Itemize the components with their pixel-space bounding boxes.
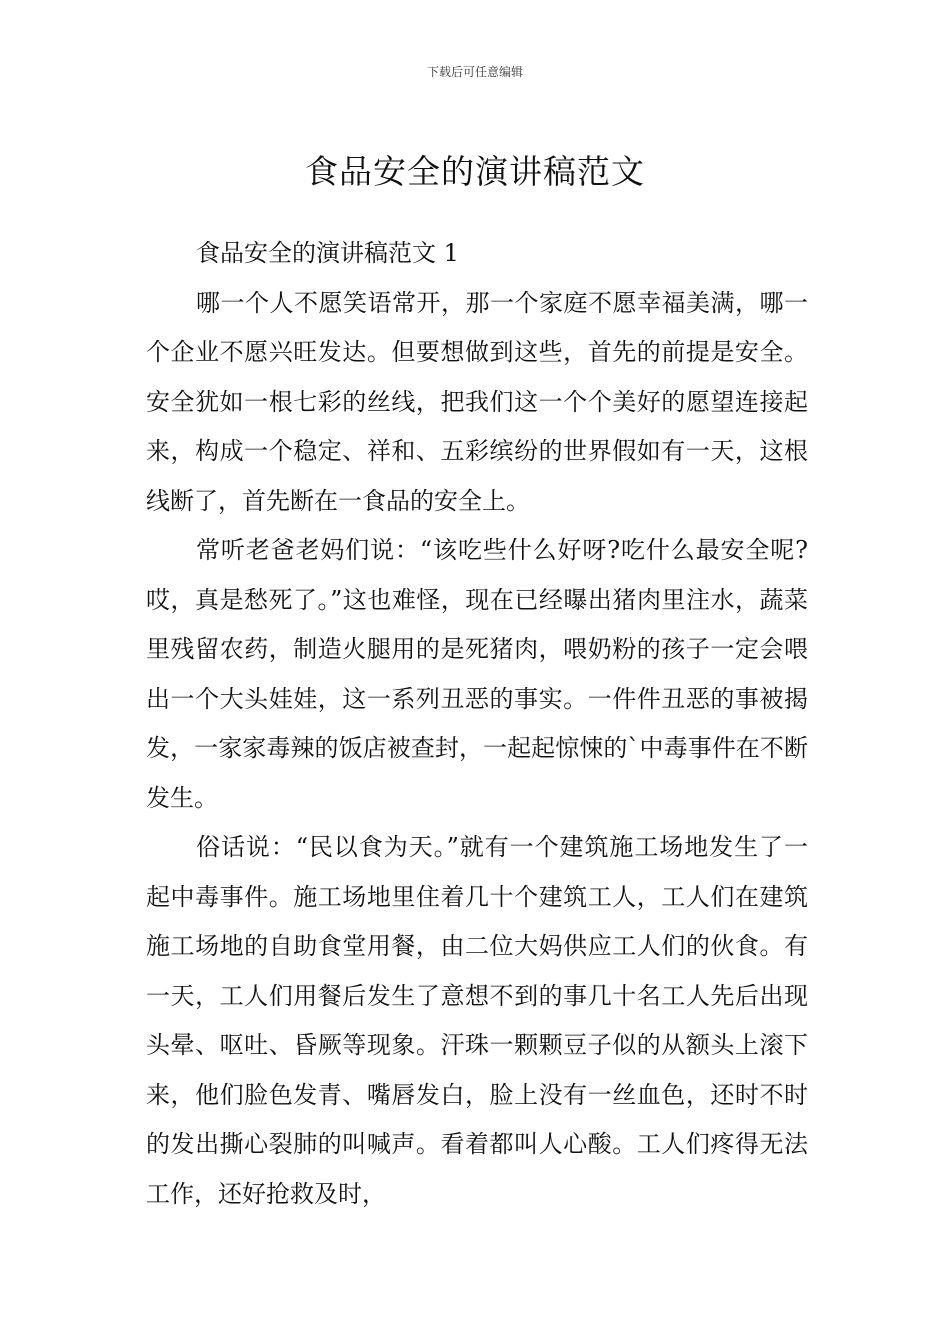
document-title: 食品安全的演讲稿范文 [305, 152, 645, 192]
paragraph-1: 哪一个人不愿笑语常开，那一个家庭不愿幸福美满，哪一个企业不愿兴旺发达。但要想做到这些，首先的前提是安全。安全犹如一根七彩的丝线，把我们这一个个美好的愿望连接起来，构成一个稳定、祥和、五彩缤纷的世界假如有一天，这根线断了，首先断在一食品的安全上。 [146, 288, 808, 515]
section-heading: 食品安全的演讲稿范文 1 [196, 239, 459, 267]
document-body [146, 229, 808, 1219]
paragraph-2: 常听老爸老妈们说：“该吃些什么好呀?吃什么最安全呢?哎，真是愁死了。”这也难怪，现在已经曝出猪肉里注水，蔬菜里残留农药，制造火腿用的是死猪肉，喂奶粉的孩子一定会喂出一个大头娃娃，这一系列丑恶的事实。一件件丑恶的事被揭发，一家家毒辣的饭店被查封，一起起惊悚的`中毒事件在不断发生。 [146, 536, 808, 812]
paragraph-3: 俗话说：“民以食为天。”就有一个建筑施工场地发生了一起中毒事件。施工场地里住着几十个建筑工人，工人们在建筑施工场地的自助食堂用餐，由二位大妈供应工人们的伙食。有一天，工人们用餐后发生了意想不到的事几十名工人先后出现头晕、呕吐、昏厥等现象。汗珠一颗颗豆子似的从额头上滚下来，他们脸色发青、嘴唇发白，脸上没有一丝血色，还时不时的发出撕心裂肺的叫喊声。看着都叫人心酸。工人们疼得无法工作，还好抢救及时， [146, 833, 808, 1208]
header-note: 下载后可任意编辑 [426, 65, 523, 79]
